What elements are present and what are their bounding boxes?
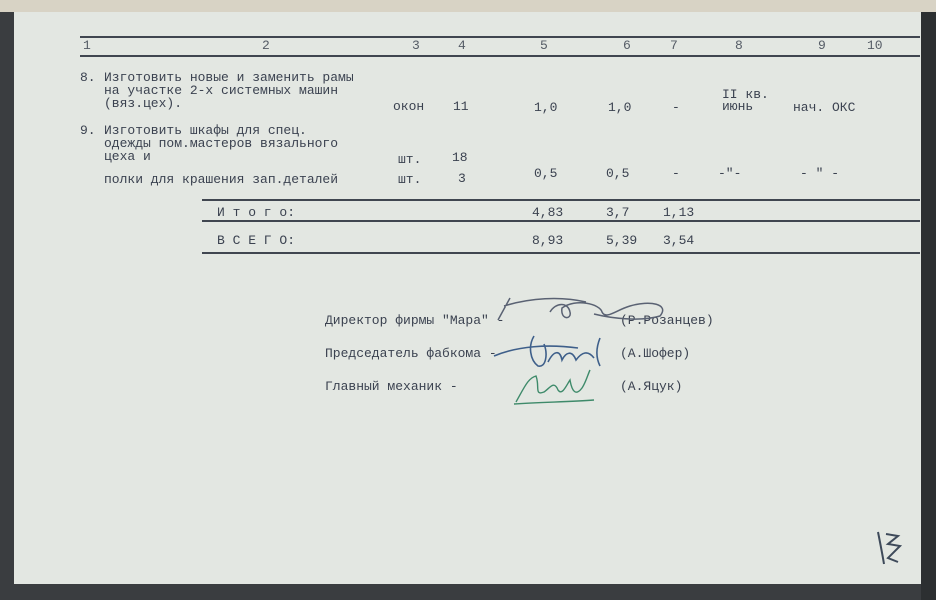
director-signature [490,292,690,328]
header-bottom-rule [80,55,920,57]
col-header-9: 9 [818,38,826,53]
row-8-desc-line2: на участке 2-х системных машин [104,83,339,98]
col-header-5: 5 [540,38,548,53]
grand-total-label: В С Е Г О: [217,233,296,248]
col-header-4: 4 [458,38,466,53]
col-header-1: 1 [83,38,91,53]
row-8-col8-line1: II кв. [722,87,769,102]
col-header-3: 3 [412,38,420,53]
row-9-col8: -"- [718,166,742,181]
union-chair-role: Председатель фабкома - [325,346,497,361]
row-9-desc-line1: Изготовить шкафы для спец. [104,123,307,138]
subtotal-label: И т о г о: [217,205,296,220]
totals-bottom-rule [202,252,920,254]
row-9-col7: - [672,166,680,181]
row-9-number: 9. [80,123,96,138]
row-8-desc-line1: Изготовить новые и заменить рамы [104,70,354,85]
row-8-unit: окон [393,99,425,114]
subtotal-col5: 4,83 [532,205,564,220]
chief-mechanic-name: (А.Яцук) [620,379,683,394]
header-top-rule [80,36,920,38]
union-chair-name: (А.Шофер) [620,346,691,361]
row-9-sub-desc: полки для крашения зап.деталей [104,172,339,187]
page-edge [921,12,936,600]
row-9-desc-line2: одежды пом.мастеров вязального [104,136,339,151]
row-8-col6: 1,0 [608,100,632,115]
chief-mechanic-signature [510,366,600,408]
row-9-sub-qty: 3 [458,171,466,186]
totals-middle-rule [202,220,920,222]
col-header-2: 2 [262,38,270,53]
row-8-qty: 11 [453,99,469,114]
grand-total-col6: 5,39 [606,233,638,248]
page-number-mark [874,528,904,568]
page-fold [0,0,936,12]
row-9-qty: 18 [452,150,468,165]
row-8-col8-line2: июнь [722,99,754,114]
row-9-col5: 0,5 [534,166,558,181]
row-8-number: 8. [80,70,96,85]
col-header-7: 7 [670,38,678,53]
totals-top-rule [202,199,920,201]
row-8-col5: 1,0 [534,100,558,115]
subtotal-col7: 1,13 [663,205,695,220]
grand-total-col5: 8,93 [532,233,564,248]
row-9-col6: 0,5 [606,166,630,181]
col-header-8: 8 [735,38,743,53]
row-9-sub-unit: шт. [398,172,422,187]
chief-mechanic-role: Главный механик - [325,379,458,394]
director-role: Директор фирмы "Мара" - [325,313,505,328]
row-8-col7: - [672,100,680,115]
row-8-desc-line3: (вяз.цех). [104,96,183,111]
col-header-6: 6 [623,38,631,53]
row-9-unit: шт. [398,152,422,167]
row-9-desc-line3: цеха и [104,149,151,164]
director-name: (Р.Розанцев) [620,313,714,328]
col-header-10: 10 [867,38,883,53]
row-9-col9: - " - [800,166,840,181]
row-8-col9: нач. ОКС [793,100,856,115]
subtotal-col6: 3,7 [606,205,630,220]
grand-total-col7: 3,54 [663,233,695,248]
